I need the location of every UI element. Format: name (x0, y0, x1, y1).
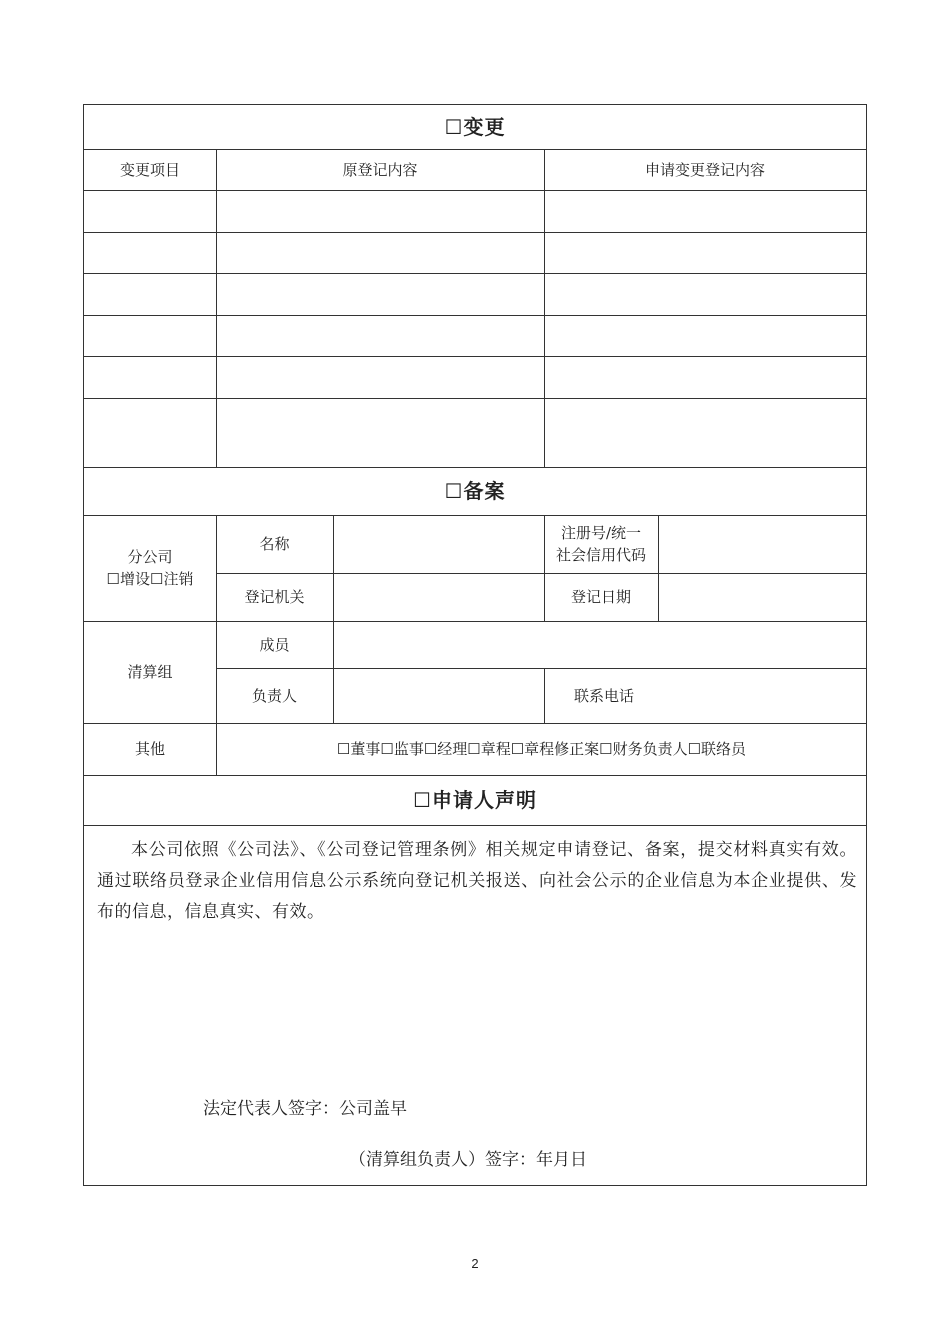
change-row-5-requested[interactable] (545, 357, 866, 398)
branch-label (84, 515, 216, 621)
branch-label-line1: 分公司 (127, 548, 173, 566)
change-row-2-original[interactable] (217, 233, 544, 273)
change-row-1-original[interactable] (217, 191, 544, 232)
liquidation-leader-field[interactable] (334, 668, 544, 723)
liquidation-phone-label: 联系电话 (573, 686, 634, 705)
branch-add-cancel-options[interactable]: ☐增设☐注销 (106, 570, 194, 588)
branch-name-field[interactable] (334, 515, 544, 573)
change-row-2-item[interactable] (84, 233, 216, 273)
branch-reg-no-field[interactable] (659, 515, 866, 573)
branch-reg-no-label (544, 515, 658, 573)
declaration-text: 本公司依照《公司法》、《公司登记管理条例》相关规定申请登记、备案，提交材料真实有效。通过联络员登录企业信用信息公示系统向登记机关报送、向社会公示的企业信息为本企业提供、发布的信息，信息真实、有效。 (97, 840, 857, 922)
branch-date-label: 登记日期 (570, 588, 631, 606)
change-section-title[interactable]: ☐变更 (444, 115, 506, 139)
change-row-4-original[interactable] (217, 316, 544, 356)
reg-no-label-line1: 注册号/统一 (560, 524, 642, 542)
change-row-1-item[interactable] (84, 191, 216, 232)
page-number: 2 (471, 1256, 479, 1271)
branch-authority-label: 登记机关 (244, 588, 305, 606)
liquidation-members-label: 成员 (259, 635, 290, 654)
header-change-item: 变更项目 (119, 160, 180, 179)
liquidation-leader-label: 负责人 (251, 686, 297, 705)
header-original-content: 原登记内容 (342, 160, 418, 179)
change-row-3-original[interactable] (217, 274, 544, 315)
header-requested-content: 申请变更登记内容 (644, 160, 765, 179)
reg-no-label-line2: 社会信用代码 (555, 546, 646, 564)
change-row-6-requested[interactable] (545, 399, 866, 467)
branch-date-field[interactable] (659, 573, 866, 621)
liquidation-label: 清算组 (127, 663, 173, 681)
registration-form (83, 104, 867, 1186)
change-row-4-item[interactable] (84, 316, 216, 356)
liquidation-leader-signature: （清算组负责人）签字：年月日 (349, 1150, 587, 1170)
change-row-4-requested[interactable] (545, 316, 866, 356)
liquidation-members-field[interactable] (334, 621, 866, 668)
other-label: 其他 (134, 740, 165, 758)
branch-authority-field[interactable] (334, 573, 544, 621)
change-row-2-requested[interactable] (545, 233, 866, 273)
record-section-title[interactable]: ☐备案 (444, 479, 506, 503)
legal-representative-signature: 法定代表人签字：公司盖早 (203, 1099, 407, 1119)
change-row-6-item[interactable] (84, 399, 216, 467)
liquidation-phone-field[interactable] (664, 668, 866, 723)
change-row-6-original[interactable] (217, 399, 544, 467)
change-row-3-requested[interactable] (545, 274, 866, 315)
change-row-3-item[interactable] (84, 274, 216, 315)
change-row-5-item[interactable] (84, 357, 216, 398)
other-options[interactable]: ☐董事☐监事☐经理☐章程☐章程修正案☐财务负责人☐联络员 (336, 740, 747, 758)
change-row-5-original[interactable] (217, 357, 544, 398)
branch-name-label: 名称 (259, 535, 290, 553)
change-row-1-requested[interactable] (545, 191, 866, 232)
declaration-section-title[interactable]: ☐申请人声明 (413, 788, 537, 812)
